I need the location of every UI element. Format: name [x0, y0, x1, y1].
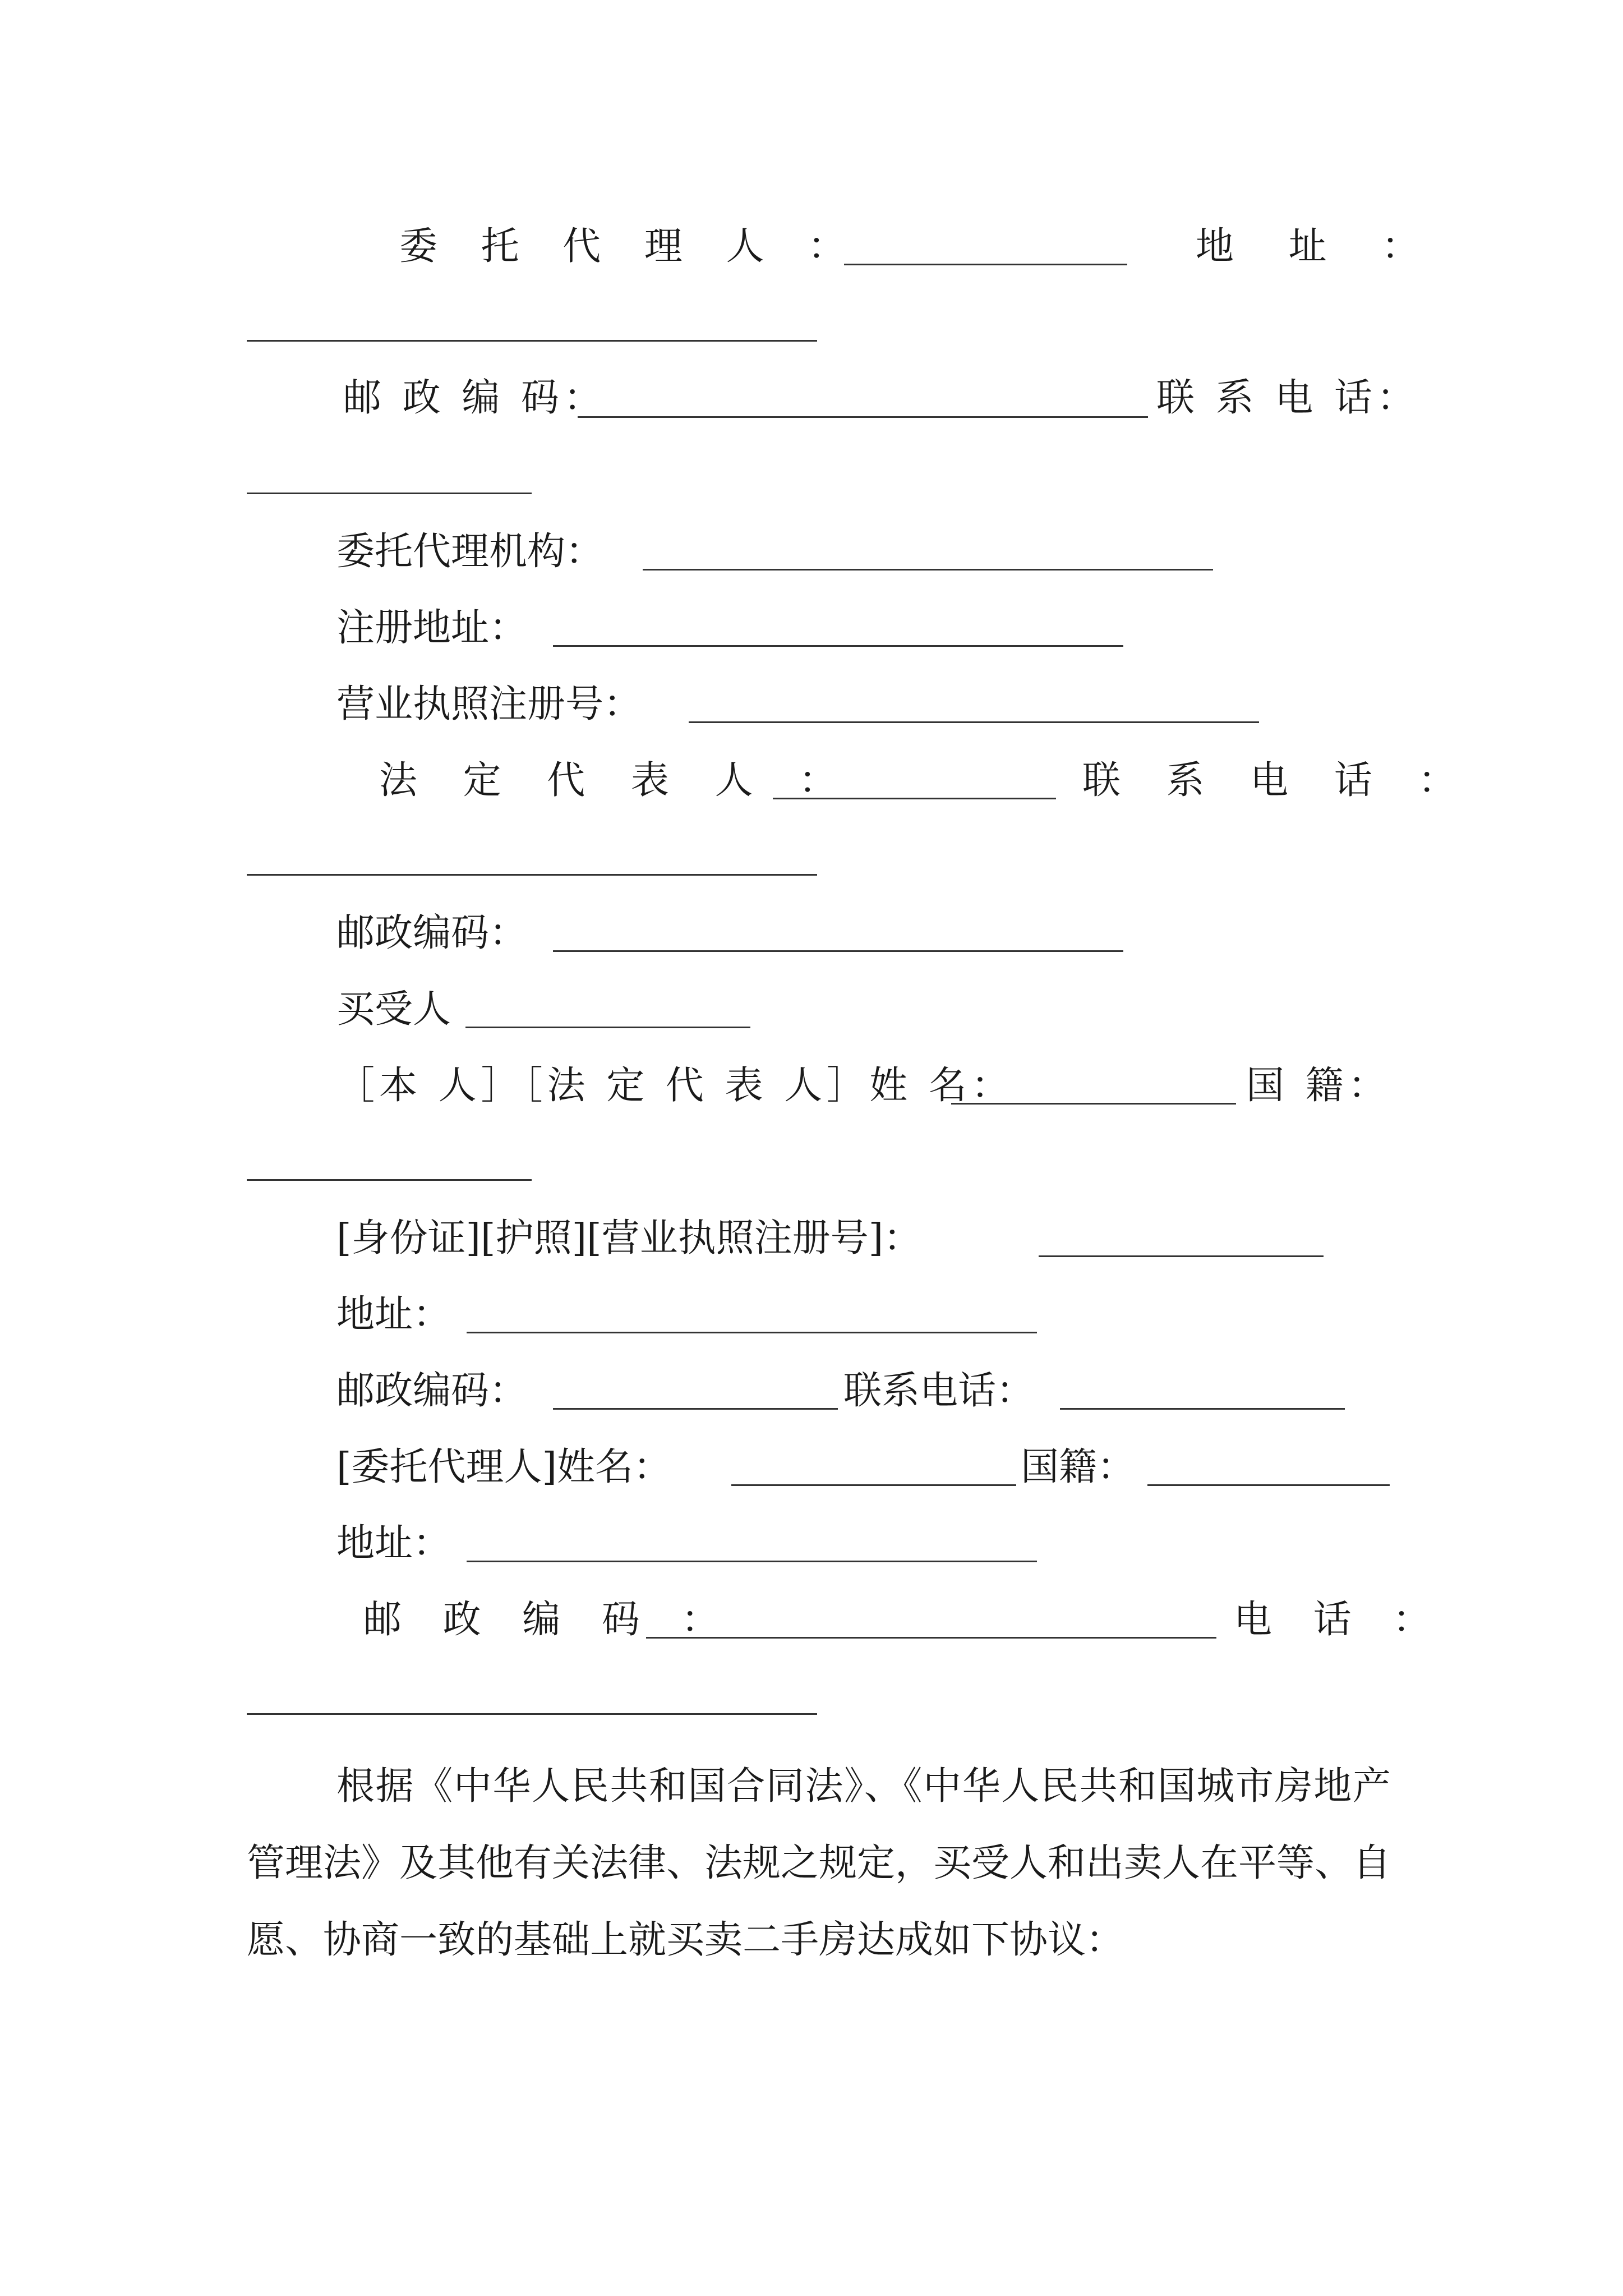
id-blank[interactable] [1039, 1255, 1324, 1257]
address-label-3: 地址： [336, 1521, 451, 1566]
nationality-blank-1[interactable] [247, 1179, 532, 1181]
postcode-blank-3[interactable] [553, 1408, 838, 1410]
nationality-label-1: 国 籍： [1246, 1064, 1391, 1108]
phone-label-2: 联 系 电 话 ： [1082, 758, 1473, 803]
address-blank-1[interactable] [247, 340, 817, 342]
agency-label: 委托代理机构： [336, 530, 604, 574]
agent-name-label: [委托代理人]姓名： [336, 1445, 672, 1489]
address-blank-2[interactable] [467, 1332, 1037, 1333]
postcode-label-2: 邮政编码： [336, 911, 528, 955]
address-blank-3[interactable] [467, 1561, 1037, 1562]
phone-label-1: 联 系 电 话： [1156, 376, 1419, 420]
tel-label: 电 话 ： [1234, 1598, 1446, 1642]
address-label-1: 地 址 ： [1196, 224, 1441, 269]
agreement-paragraph: 根据《中华人民共和国合同法》、《中华人民共和国城市房地产管理法》及其他有关法律、法规之规定，买受人和出卖人在平等、自愿、协商一致的基础上就买卖二手房达成如下协议： [247, 1764, 1391, 1962]
phone-blank-1[interactable] [247, 493, 532, 494]
nationality-blank-2[interactable] [1147, 1484, 1390, 1486]
license-no-label: 营业执照注册号： [336, 682, 642, 726]
phone-label-3: 联系电话： [843, 1369, 1035, 1413]
legal-rep-label: 法 定 代 表 人 ： [379, 758, 854, 803]
agency-blank[interactable] [643, 569, 1213, 570]
phone-blank-2[interactable] [247, 874, 817, 876]
postcode-label-4: 邮 政 编 码 ： [363, 1598, 734, 1642]
license-no-blank[interactable] [689, 721, 1259, 723]
id-label: [身份证][护照][营业执照注册号]： [336, 1216, 922, 1260]
postcode-blank-1[interactable] [578, 416, 1148, 418]
postcode-blank-4[interactable] [646, 1637, 1216, 1639]
legal-rep-blank[interactable] [773, 798, 1056, 799]
agent-name-blank[interactable] [731, 1484, 1016, 1486]
tel-blank[interactable] [247, 1713, 817, 1715]
name-blank[interactable] [951, 1103, 1236, 1105]
reg-address-blank[interactable] [553, 645, 1123, 647]
agent-blank[interactable] [844, 264, 1127, 265]
phone-blank-3[interactable] [1060, 1408, 1345, 1410]
postcode-label-3: 邮政编码： [336, 1369, 528, 1413]
name-label: ［本 人］［法 定 代 表 人］姓 名： [336, 1064, 1014, 1108]
address-label-2: 地址： [336, 1292, 451, 1337]
postcode-label-1: 邮 政 编 码： [343, 376, 606, 420]
buyer-blank[interactable] [465, 1027, 750, 1028]
reg-address-label: 注册地址： [336, 606, 528, 650]
agent-label: 委 托 代 理 人 ： [399, 224, 862, 269]
nationality-label-2: 国籍： [1021, 1445, 1136, 1489]
postcode-blank-2[interactable] [553, 950, 1123, 952]
buyer-label: 买受人 [336, 987, 451, 1032]
